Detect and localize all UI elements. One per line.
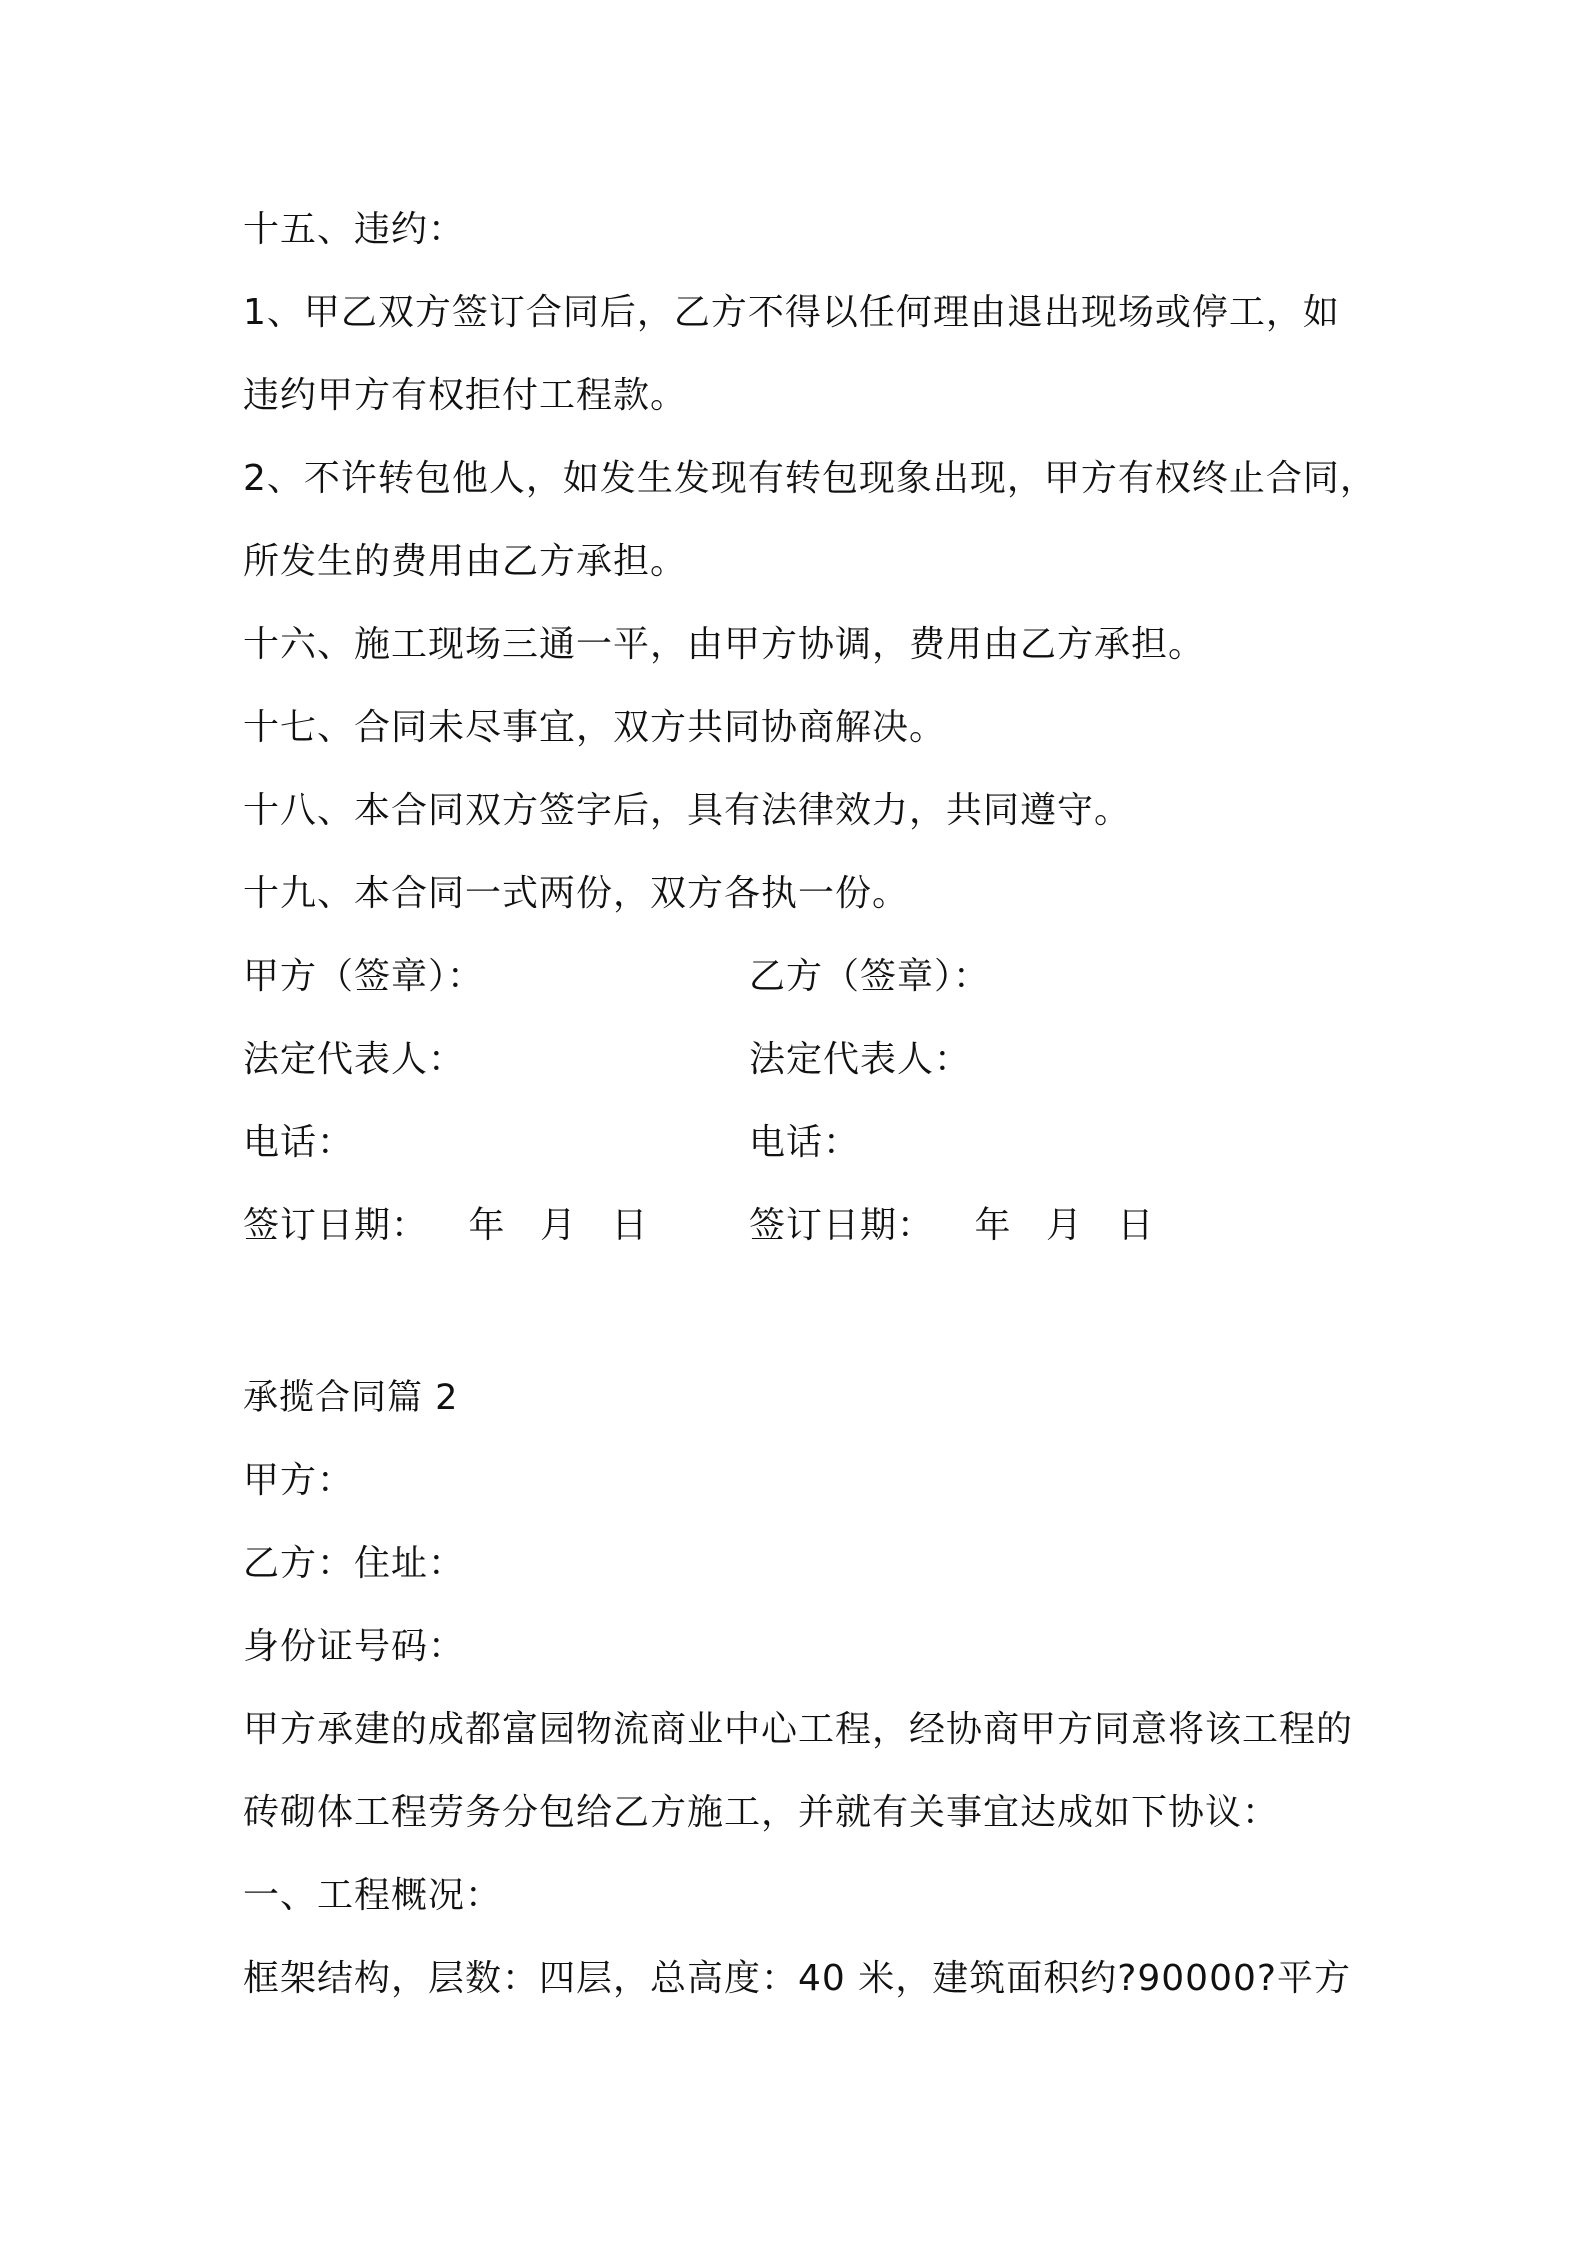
year-label: 年 [974,1205,1012,1246]
month-label: 月 [1045,1205,1083,1246]
party-b-date-label: 签订日期： [749,1205,935,1246]
party-a-date-parts [468,1202,670,1250]
contract-2-party-a: 甲方： [243,1460,355,1501]
contract-2-intro-line-1: 甲方承建的成都富园物流商业中心工程，经协商甲方同意将该工程的 [243,1709,1354,1750]
party-b-phone-label: 电话： [749,1122,861,1163]
party-b-date-parts [974,1202,1176,1250]
party-a-date-row [243,1202,670,1250]
year-label: 年 [468,1205,506,1246]
party-a-date-label: 签订日期： [243,1205,429,1246]
day-label: 日 [611,1205,649,1246]
party-a-seal-label: 甲方（签章）： [243,956,485,997]
section-19: 十九、本合同一式两份，双方各执一份。 [243,873,910,914]
section-15-clause-2-line-2: 所发生的费用由乙方承担。 [243,541,688,582]
party-a-representative-label: 法定代表人： [243,1039,466,1080]
contract-2-id-number: 身份证号码： [243,1626,466,1667]
party-a-phone-label: 电话： [243,1122,355,1163]
party-b-date-row [749,1202,1176,1250]
contract-2-intro-line-2: 砖砌体工程劳务分包给乙方施工，并就有关事宜达成如下协议： [243,1792,1280,1833]
section-15-clause-2-line-1: 2、不许转包他人，如发生发现有转包现象出现，甲方有权终止合同， [243,458,1377,499]
party-b-representative-label: 法定代表人： [749,1039,972,1080]
section-15-clause-1-line-1: 1、甲乙双方签订合同后，乙方不得以任何理由退出现场或停工，如 [243,292,1340,333]
section-18: 十八、本合同双方签字后，具有法律效力，共同遵守。 [243,790,1132,831]
contract-2-section-1-body: 框架结构，层数：四层，总高度：40 米，建筑面积约?90000?平方 [243,1958,1351,1999]
section-17: 十七、合同未尽事宜，双方共同协商解决。 [243,707,947,748]
contract-2-title: 承揽合同篇 2 [243,1378,459,1418]
party-b-seal-label: 乙方（签章）： [749,956,991,997]
section-16: 十六、施工现场三通一平，由甲方协调，费用由乙方承担。 [243,624,1206,665]
contract-2-section-1-title: 一、工程概况： [243,1875,503,1916]
day-label: 日 [1117,1205,1155,1246]
contract-2-party-b-address: 乙方：住址： [243,1543,466,1584]
section-15-clause-1-line-2: 违约甲方有权拒付工程款。 [243,375,688,416]
section-15-title: 十五、违约： [243,209,466,250]
month-label: 月 [539,1205,577,1246]
